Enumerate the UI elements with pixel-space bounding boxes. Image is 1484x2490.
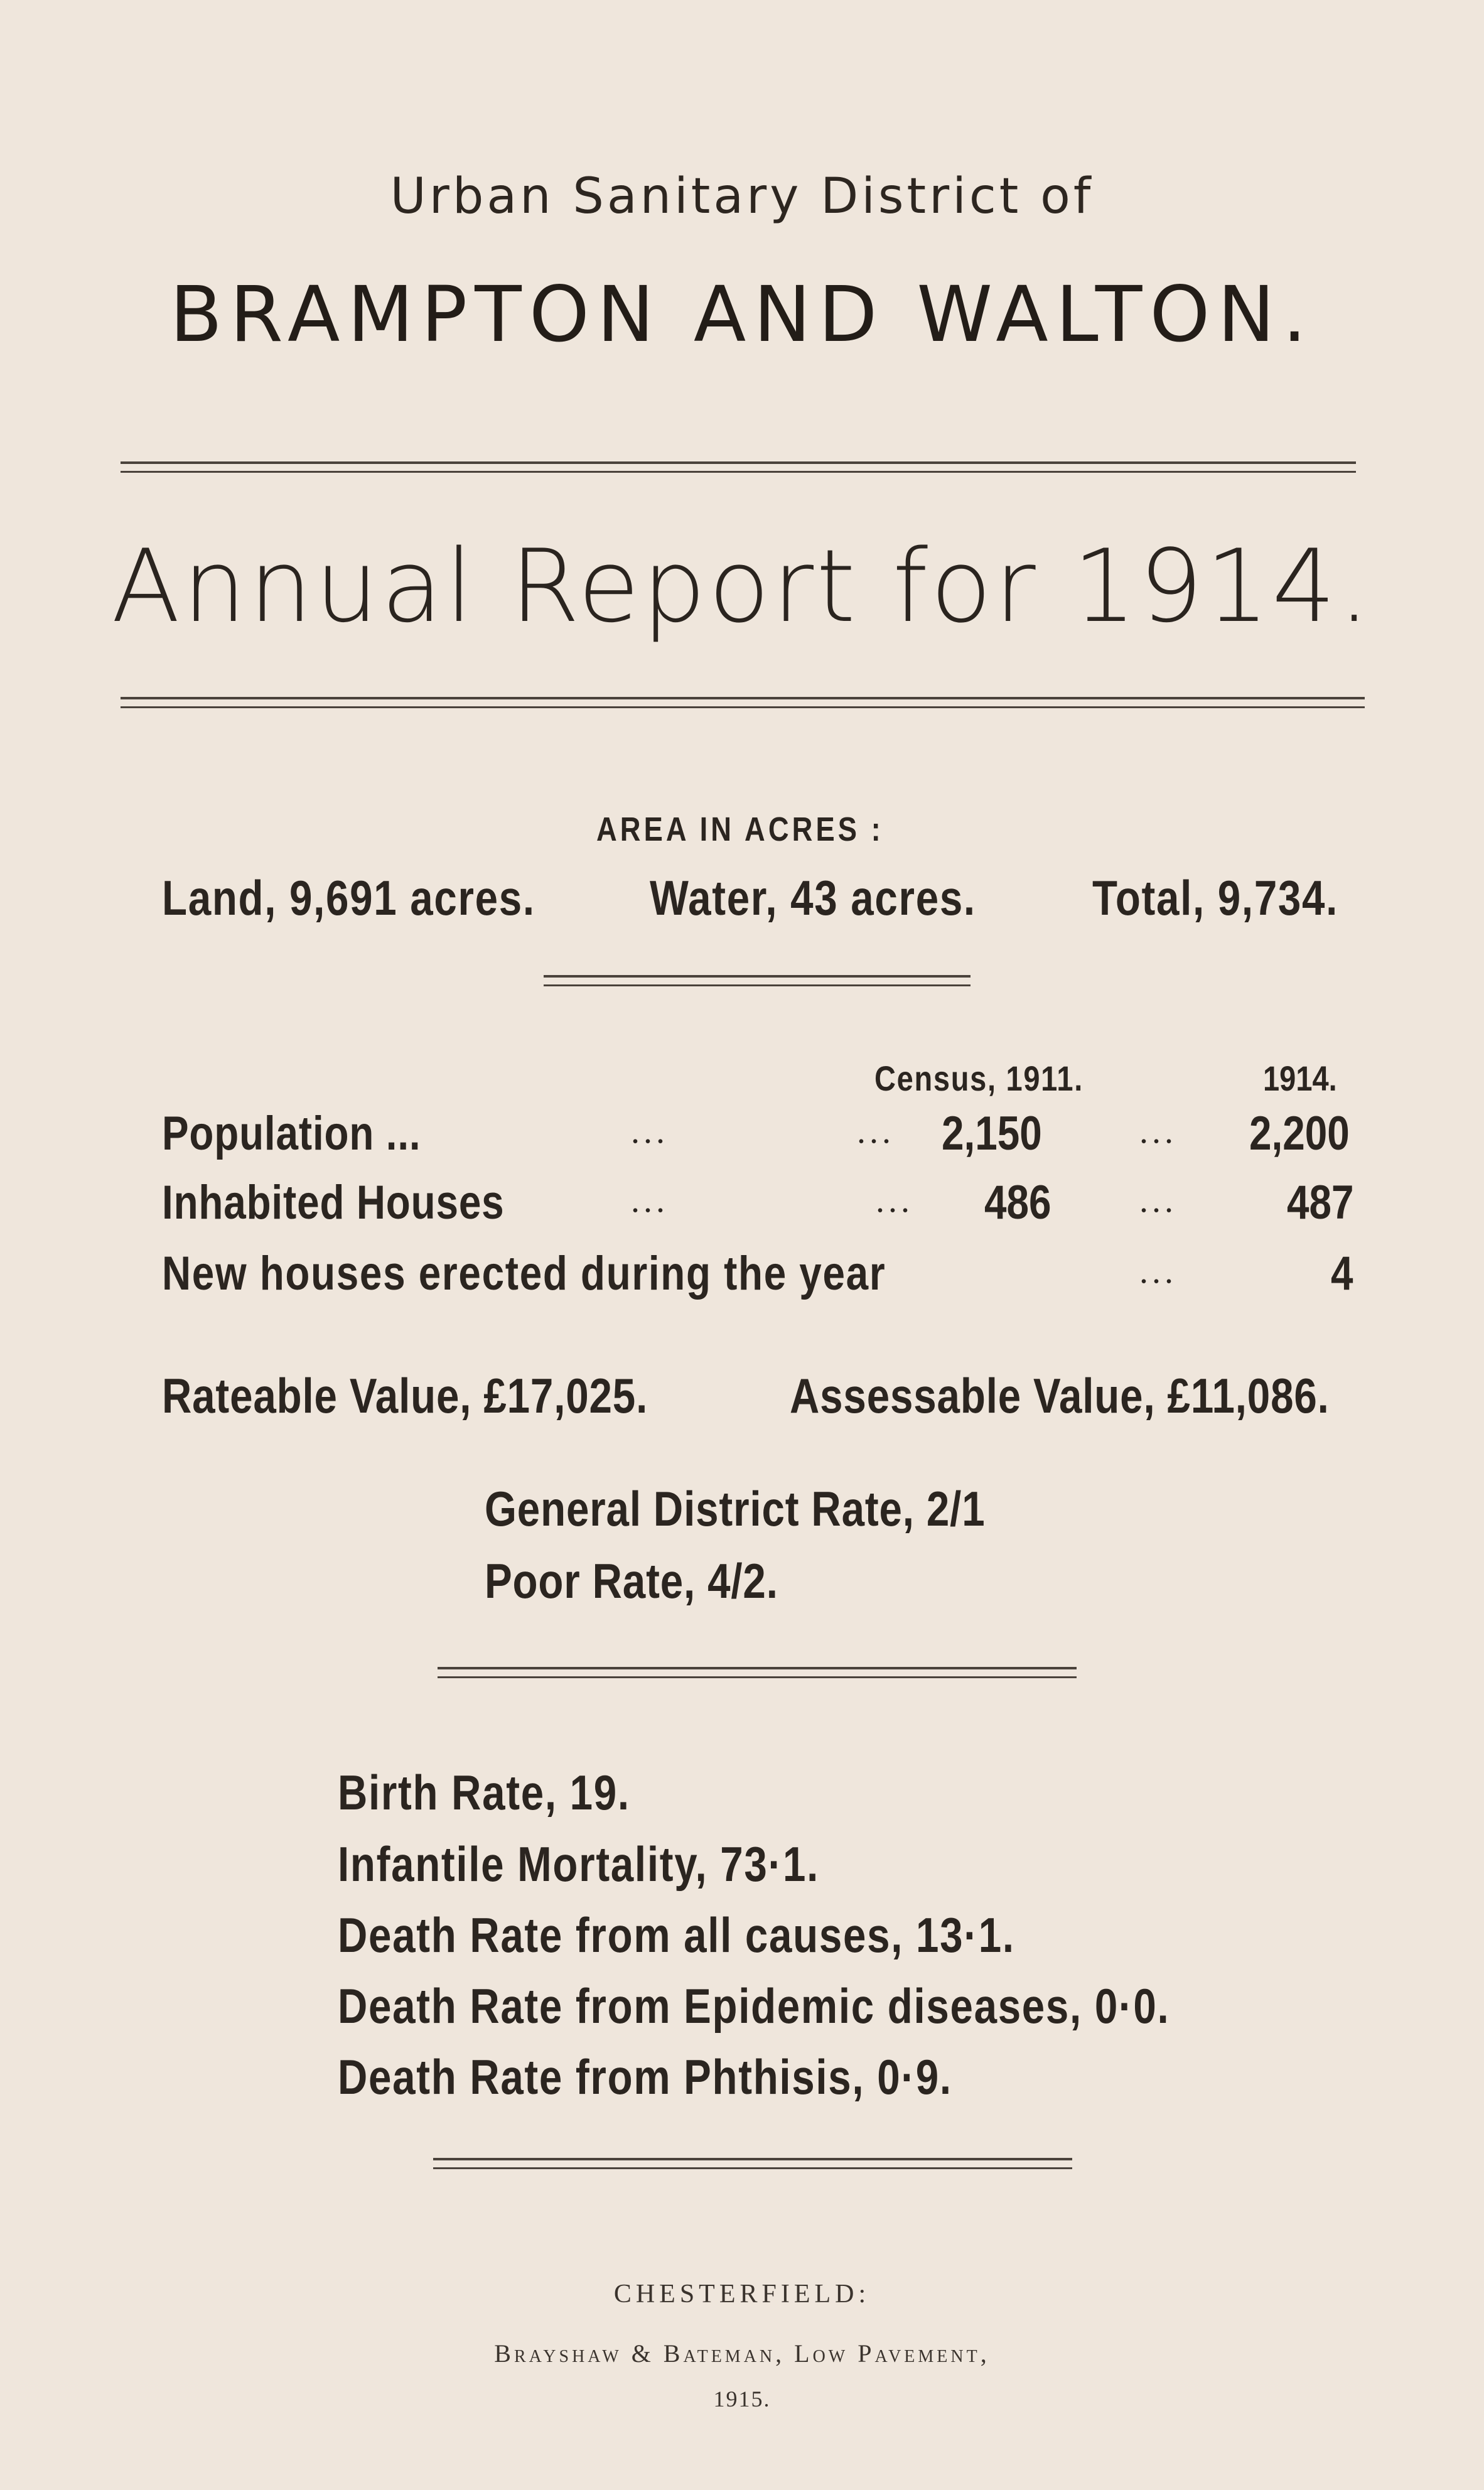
imprint-printer: Brayshaw & Bateman, Low Pavement, [494,2339,990,2368]
rates-rule-2 [438,1676,1077,1678]
imprint-year: 1915. [713,2386,771,2412]
area-heading: AREA IN ACRES : [596,811,884,848]
row-new-houses-current: 4 [1331,1247,1353,1300]
general-district-rate: General District Rate, 2/1 [485,1481,986,1536]
top-rule-2 [121,471,1356,473]
imprint-place: CHESTERFIELD: [613,2280,871,2309]
row-population-lead-dots: ... [857,1112,895,1151]
assessable-value: Assessable Value, £11,086. [790,1368,1330,1423]
report-title: Annual Report for 1914. [111,527,1373,645]
district-name: BRAMPTON AND WALTON. [169,270,1315,359]
row-population-mid-dots: ... [631,1112,669,1151]
vital-stat-death-rate-all: Death Rate from all causes, 13·1. [338,1907,1015,1963]
district-line: Urban Sanitary District of [390,168,1094,225]
stats-rule-1 [433,2158,1072,2160]
vital-stat-death-rate-phthisis: Death Rate from Phthisis, 0·9. [338,2049,952,2105]
area-rule-1 [544,975,971,978]
title-rule-2 [121,706,1365,708]
row-houses-label: Inhabited Houses [162,1176,505,1229]
row-population-label: Population ... [162,1107,421,1160]
row-houses-lead-dots: ... [876,1181,913,1220]
top-rule-1 [121,461,1356,464]
area-land: Land, 9,691 acres. [162,870,535,925]
row-population-sep: ... [1139,1112,1177,1151]
area-total: Total, 9,734. [1092,870,1339,925]
row-new-houses-label: New houses erected during the year [162,1247,886,1300]
row-houses-sep: ... [1139,1181,1177,1220]
row-new-houses-sep: ... [1139,1252,1177,1291]
area-water: Water, 43 acres. [650,870,976,925]
rates-rule-1 [438,1667,1077,1669]
stats-rule-2 [433,2167,1072,2169]
col-header-census: Census, 1911. [874,1059,1084,1098]
area-rule-2 [544,984,971,986]
vital-stat-death-rate-epidemic: Death Rate from Epidemic diseases, 0·0. [338,1978,1170,2034]
row-houses-mid-dots: ... [631,1181,669,1220]
col-header-year: 1914. [1263,1059,1337,1098]
row-population-census: 2,150 [942,1107,1042,1160]
title-rule-1 [121,697,1365,699]
row-population-current: 2,200 [1249,1107,1350,1160]
row-houses-current: 487 [1287,1176,1354,1229]
poor-rate: Poor Rate, 4/2. [485,1553,778,1609]
rateable-value: Rateable Value, £17,025. [162,1368,648,1423]
row-houses-census: 486 [984,1176,1051,1229]
vital-stat-infantile-mortality: Infantile Mortality, 73·1. [338,1836,819,1892]
vital-stat-birth-rate: Birth Rate, 19. [338,1765,630,1820]
